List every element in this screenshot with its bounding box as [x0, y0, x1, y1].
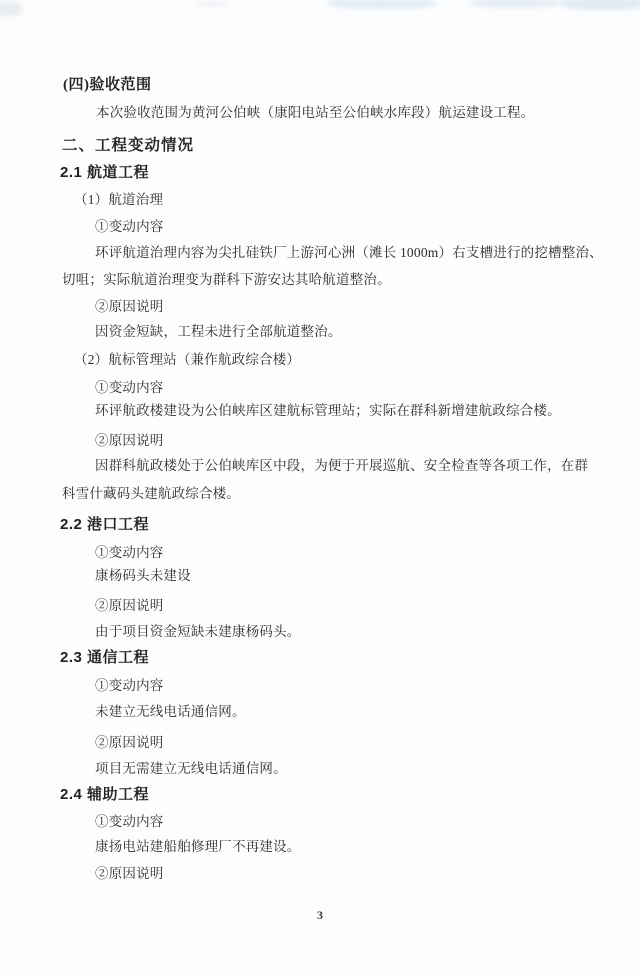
subsection-heading: （2）航标管理站（兼作航政综合楼）	[74, 352, 301, 367]
text-line: ①变动内容	[95, 380, 164, 395]
text-line: 环评航道治理内容为尖扎硅铁厂上游河心洲（滩长 1000m）右支槽进行的挖槽整治、	[95, 245, 603, 260]
text-line: ②原因说明	[95, 735, 164, 750]
section-heading-2-2: 2.2 港口工程	[60, 516, 150, 533]
scan-artifact	[470, 0, 560, 8]
scan-artifact	[328, 0, 436, 9]
page-number: 3	[317, 908, 323, 922]
section-heading-2-1: 2.1 航道工程	[60, 164, 150, 181]
text-line: 未建立无线电话通信网。	[95, 704, 246, 719]
text-line: 切咀；实际航道治理变为群科下游安达其哈航道整治。	[62, 272, 391, 287]
text-line: ②原因说明	[95, 433, 164, 448]
scan-artifact	[0, 2, 22, 16]
section-heading-2-4: 2.4 辅助工程	[60, 786, 150, 803]
scan-artifact	[195, 1, 229, 7]
text-line: ①变动内容	[95, 814, 164, 829]
text-line: ②原因说明	[95, 299, 164, 314]
text-line: ①变动内容	[95, 219, 164, 234]
text-line: 科雪什藏码头建航政综合楼。	[62, 486, 241, 501]
text-line: ①变动内容	[95, 545, 164, 560]
section-heading-acceptance-scope: (四)验收范围	[63, 77, 152, 93]
text-line: 环评航政楼建设为公伯峡库区建航标管理站；实际在群科新增建航政综合楼。	[95, 403, 561, 418]
scan-artifact	[560, 0, 640, 10]
text-line: 康扬电站建船舶修理厂不再建设。	[95, 839, 301, 854]
section-heading-project-changes: 二、工程变动情况	[62, 137, 195, 154]
text-line: 由于项目资金短缺未建康杨码头。	[95, 624, 301, 639]
text-line: 项目无需建立无线电话通信网。	[95, 761, 287, 776]
text-line: 本次验收范围为黄河公伯峡（康阳电站至公伯峡水库段）航运建设工程。	[96, 105, 535, 120]
text-line: ②原因说明	[95, 866, 164, 881]
text-line: ①变动内容	[95, 678, 164, 693]
text-line: 康杨码头未建设	[95, 568, 191, 583]
subsection-heading: （1）航道治理	[74, 192, 164, 207]
section-heading-2-3: 2.3 通信工程	[60, 649, 150, 666]
text-line: 因资金短缺，工程未进行全部航道整治。	[95, 324, 342, 339]
text-line: ②原因说明	[95, 598, 164, 613]
text-line: 因群科航政楼处于公伯峡库区中段，为便于开展巡航、安全检查等各项工作，在群	[95, 458, 589, 473]
